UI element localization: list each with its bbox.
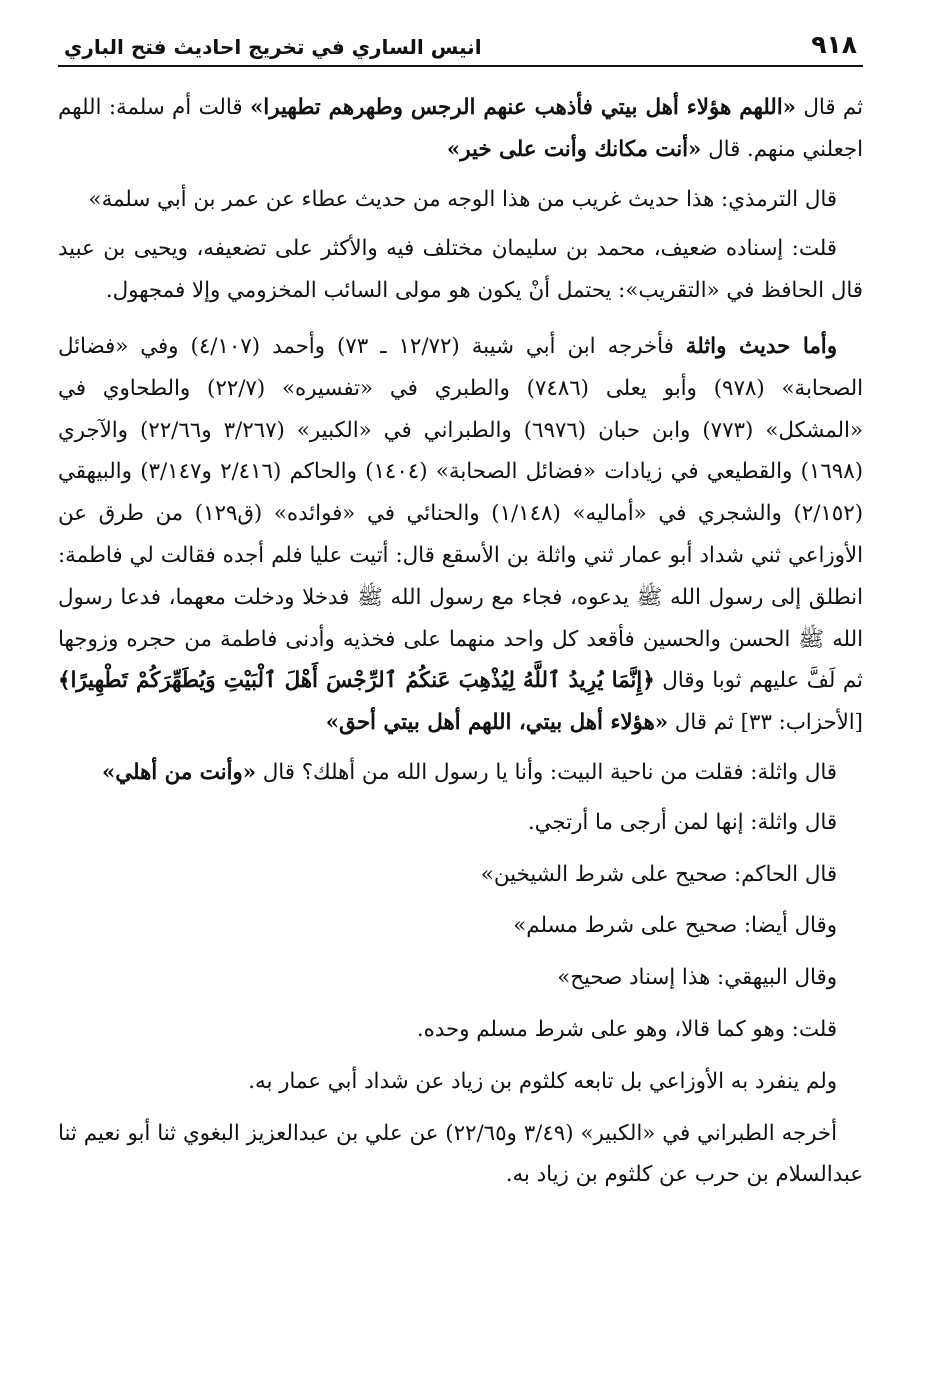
short-line: ولم ينفرد به الأوزاعي بل تابعه كلثوم بن زياد عن شداد أبي عمار به. <box>248 1068 837 1094</box>
running-header <box>58 30 863 67</box>
section-lead: وأما حديث واثلة <box>685 333 838 359</box>
text-run: قال الترمذي: هذا حديث غريب من هذا الوجه من حديث عطاء عن عمر بن أبي سلمة» <box>88 186 837 212</box>
short-line: قال الحاكم: صحيح على شرط الشيخين» <box>480 861 837 887</box>
quran-verse: ﴿إِنَّمَا يُرِيدُ ٱللَّهُ لِيُذْهِبَ عَنكُمُ ٱلرِّجْسَ أَهْلَ ٱلْبَيْتِ وَيُطَهِّرَكُمْ تَطْهِيرًا﴾ <box>58 668 655 694</box>
page-body <box>58 87 863 1196</box>
paragraph <box>58 87 863 171</box>
text-run: ثم قال <box>795 95 863 120</box>
short-line: وقال أيضا: صحيح على شرط مسلم» <box>513 913 837 939</box>
quoted-hadith: «هؤلاء أهل بيتي، اللهم أهل بيتي أحق» <box>325 710 669 736</box>
text-run: قلت: إسناده ضعيف، محمد بن سليمان مختلف فيه والأكثر على تضعيفه، ويحيى بن عبيد قال الحافظ في «التقريب»: يحتمل أنْ يكون هو مولى السائب المخزومي وإلا فمجهول. <box>58 236 863 304</box>
quoted-hadith: «أنت مكانك وأنت على خير» <box>446 136 702 162</box>
text-run: قالت أم سلمة: اللهم اجعلني منهم. قال <box>58 95 863 162</box>
short-line: وقال البيهقي: هذا إسناد صحيح» <box>557 965 837 991</box>
text-run: قال واثلة: فقلت من ناحية البيت: وأنا يا رسول الله من أهلك؟ قال <box>256 759 837 785</box>
short-line: قلت: وهو كما قالا، وهو على شرط مسلم وحده. <box>416 1016 837 1042</box>
book-title: انيس الساري في تخريج احاديث فتح الباري <box>64 35 482 59</box>
paragraph <box>58 179 863 221</box>
paragraph: أخرجه الطبراني في «الكبير» (٣/٤٩ و٢٢/٦٥) عن علي بن عبدالعزيز البغوي ثنا أبو نعيم ثنا عبدالسلام بن حرب عن كلثوم بن زياد به. <box>58 1120 863 1188</box>
paragraph <box>58 326 863 744</box>
paragraph <box>58 228 863 312</box>
quoted-hadith: «اللهم هؤلاء أهل بيتي فأذهب عنهم الرجس وطهرهم تطهيرا» <box>250 95 796 120</box>
text-run: [الأحزاب: ٣٣] ثم قال <box>668 710 863 736</box>
paragraph <box>58 752 863 794</box>
short-line: قال واثلة: إنها لمن أرجى ما أرتجي. <box>527 809 837 835</box>
quoted-hadith: «وأنت من أهلي» <box>101 759 257 785</box>
page-number: ٩١٨ <box>811 30 857 59</box>
text-run: فأخرجه ابن أبي شيبة (١٢/٧٢ ـ ٧٣) وأحمد (٤/١٠٧) وفي «فضائل الصحابة» (٩٧٨) وأبو يعلى (٧٤٨٦) والطبري في «تفسيره» (٢٢/٧) والطحاوي في «المشكل» (٧٧٣) وابن حبان (٦٩٧٦) والطبراني في «الكبير» (٣/٢٦٧ و٢٢/٦٦) والآجري (١٦٩٨) والقطيعي في زيادات «فضائل الصحابة» (١٤٠٤) والحاكم (٢/٤١٦ و٣/١٤٧) والبيهقي (٢/١٥٢) والشجري في «أماليه» (١/١٤٨) والحنائي في «فوائده» (ق١٢٩) من طرق عن الأوزاعي ثني شداد أبو عمار ثني واثلة بن الأسقع قال: أتيت عليا فلم أجده فقالت لي فاطمة: انطلق إلى رسول الله ﷺ يدعوه، فجاء مع رسول الله ﷺ فدخلا ودخلت معهما، فدعا رسول الله ﷺ الحسن والحسين فأقعد كل واحد منهما على فخذيه وأدنى فاطمة من حجره وزوجها ثم لَفَّ عليهم ثوبا وقال <box>58 333 863 694</box>
